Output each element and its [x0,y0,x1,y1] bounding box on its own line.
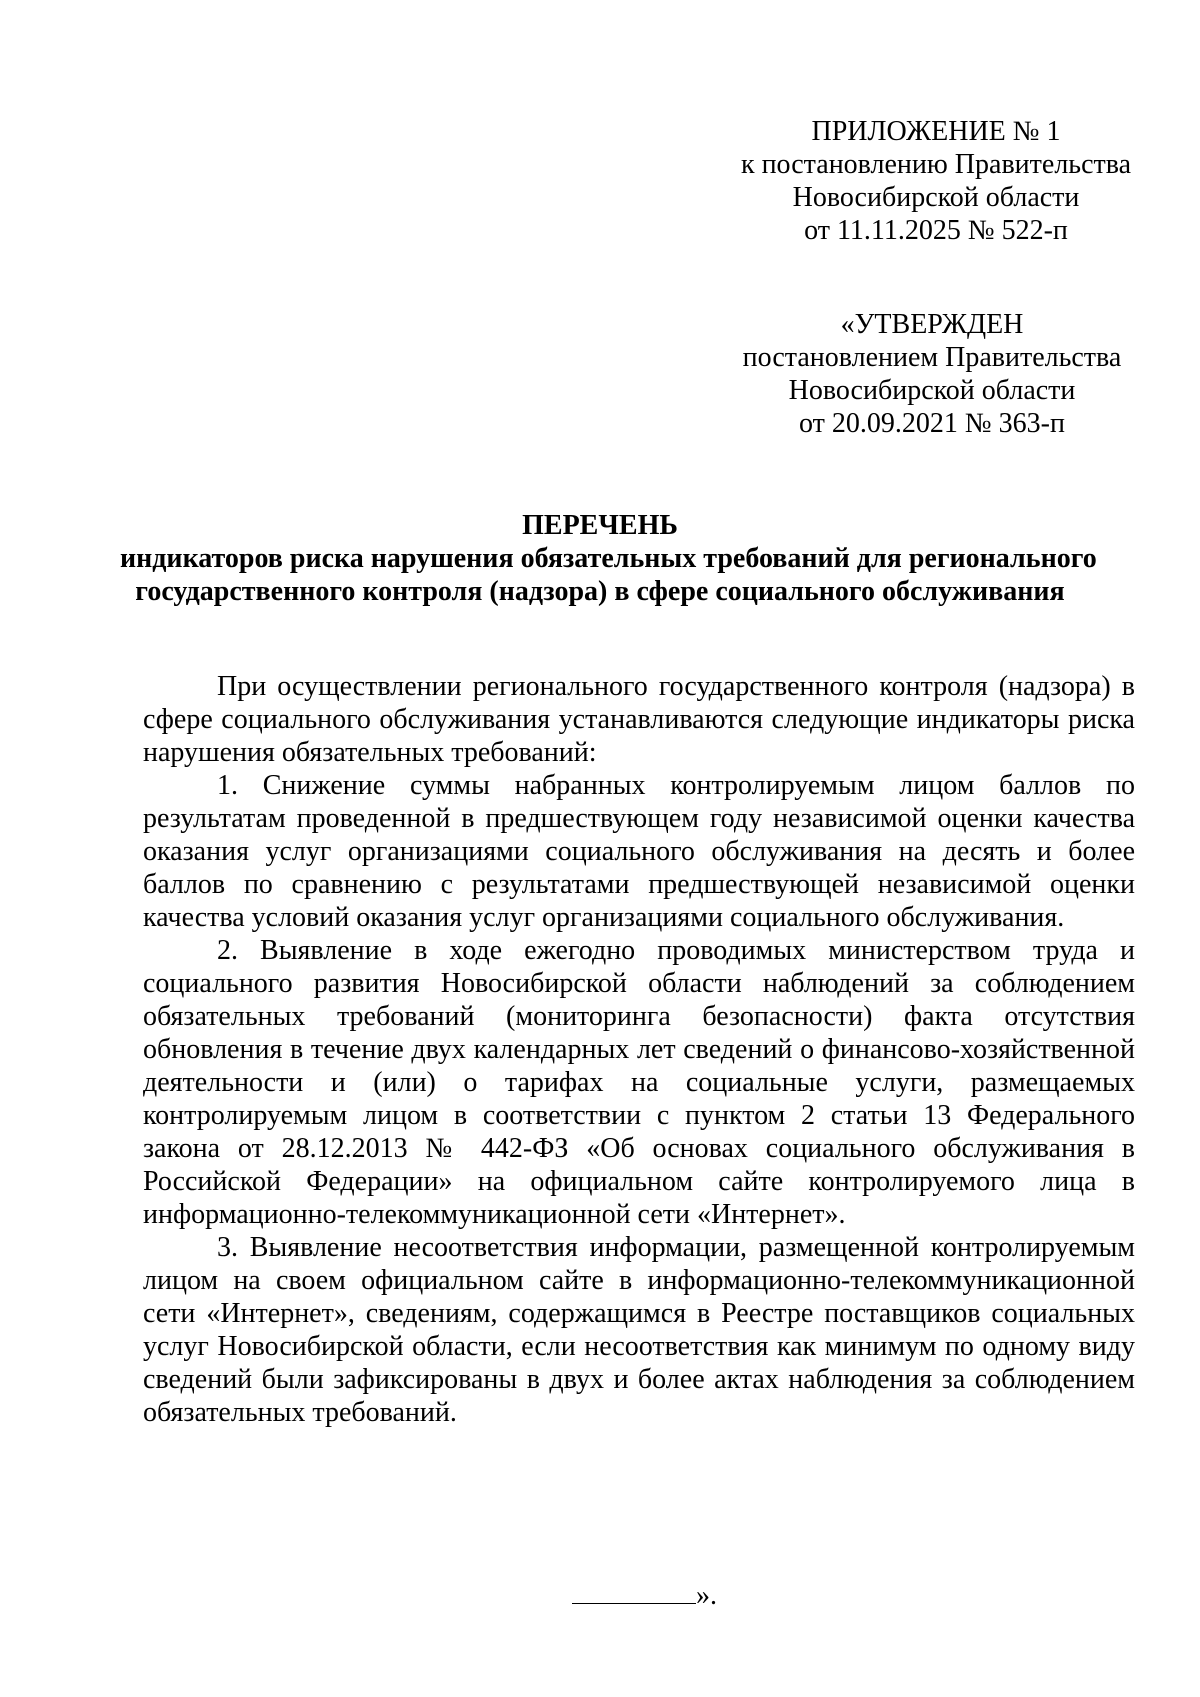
closing-line [572,1579,717,1612]
closing-quote: ». [696,1580,717,1611]
document-body [143,670,1135,1429]
approved-resolution-ref: постановлением Правительства [742,342,1122,373]
approved-header [732,308,1132,440]
approved-date-number: от 20.09.2021 № 363-п [799,408,1065,439]
indicator-item-2: 2. Выявление в ходе ежегодно проводимых министерством труда и социального развития Новосибирской области наблюдений за соблюдением обязательных требований (мониторинга безопасности) факта отсутствия обновления в течение двух календарных лет сведений о финансово-хозяйственной деятельности и (или) о тарифах на социальные услуги, размещаемых контролируемым лицом в соответствии с пунктом 2 статьи 13 Федерального закона от 28.12.2013 № 442-ФЗ «Об основах социального обслуживания в Российской Федерации» на официальном сайте контролируемого лица в информационно-телекоммуникационной сети «Интернет». [143,935,1135,1230]
title-line-1: индикаторов риска нарушения обязательных требований для регионального [120,543,1097,574]
approved-region: Новосибирской области [788,375,1076,406]
title-line-2: государственного контроля (надзора) в сфере социального обслуживания [135,576,1065,607]
document-title [120,509,1097,608]
title-heading: ПЕРЕЧЕНЬ [522,510,678,541]
annex-header [736,115,1136,247]
annex-number: ПРИЛОЖЕНИЕ № 1 [811,116,1061,147]
indicator-item-1: 1. Снижение суммы набранных контролируемым лицом баллов по результатам проведенной в предшествующем году независимой оценки качества оказания услуг организациями социального обслуживания на десять и более баллов по сравнению с результатами предшествующей независимой оценки качества условий оказания услуг организациями социального обслуживания. [143,770,1135,933]
annex-region: Новосибирской области [792,182,1080,213]
intro-paragraph: При осуществлении регионального государственного контроля (надзора) в сфере социального обслуживания устанавливаются следующие индикаторы риска нарушения обязательных требований: [143,671,1135,768]
annex-resolution-ref: к постановлению Правительства [740,149,1132,180]
annex-date-number: от 11.11.2025 № 522-п [804,215,1068,246]
indicator-item-3: 3. Выявление несоответствия информации, размещенной контролируемым лицом на своем официальном сайте в информационно-телекоммуникационной сети «Интернет», сведениям, содержащимся в Реестре поставщиков социальных услуг Новосибирской области, если несоответствия как минимум по одному виду сведений были зафиксированы в двух и более актах наблюдения за соблюдением обязательных требований. [143,1232,1135,1428]
closing-underline [572,1579,696,1604]
approved-label: «УТВЕРЖДЕН [840,309,1024,340]
